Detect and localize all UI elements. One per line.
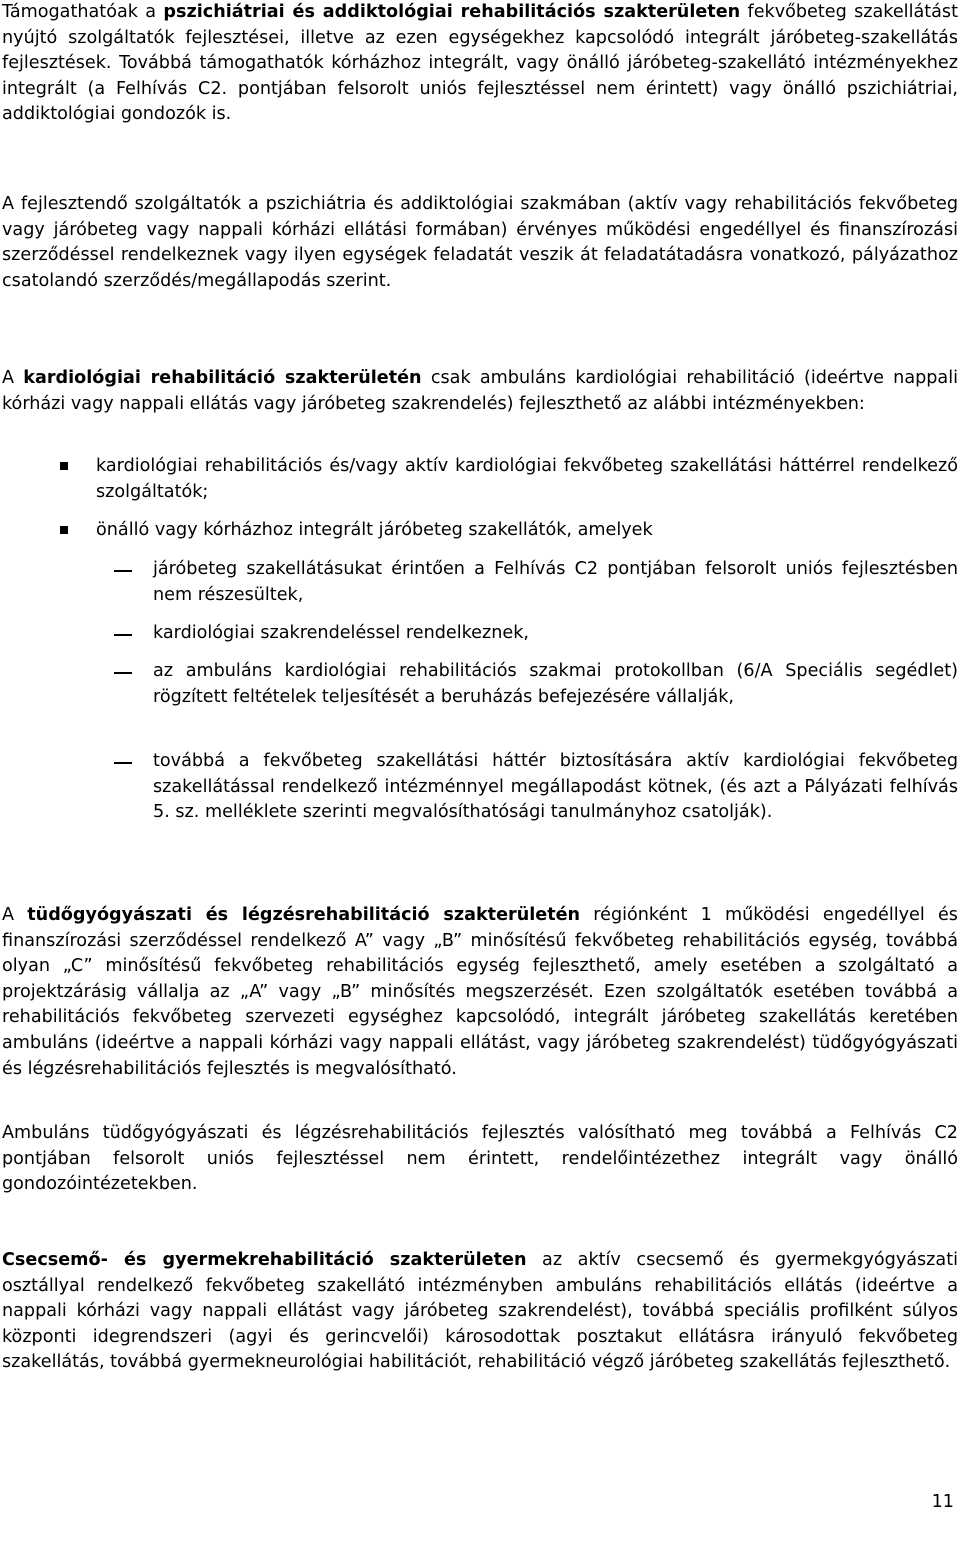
paragraph-providers: A fejlesztendő szolgáltatók a pszichiátria és addiktológiai szakmában (aktív vagy rehabilitációs fekvőbeteg vagy járóbeteg vagy nappali kórházi ellátási formában) érvényes működési engedéllyel és finanszírozási szerződéssel rendelkeznek vagy ilyen egységek feladatát veszik át feladatátadásra vonatkozó, pályázathoz csatolandó szerződés/megállapodás szerint.: [2, 194, 958, 291]
paragraph-cardiology: [2, 366, 958, 417]
paragraph-pediatric: [2, 1248, 958, 1376]
sub-list-item: kardiológiai szakrendeléssel rendelkeznek,: [153, 623, 529, 643]
text-span: fekvőbeteg szakellátást nyújtó szolgáltatók fejlesztései, illetve az ezen egységekhez kapcsolódó integrált járóbeteg-szakellátás fejlesztések. Továbbá támogathatók kórházhoz integrált, vagy önálló járóbeteg-szakellátó intézményekhez integrált (a Felhívás C2. pontjában felsorolt uniós fejlesztéssel nem érintett) vagy önálló pszichiátriai, addiktológiai gondozók is.: [2, 2, 958, 125]
square-bullet-icon: [60, 526, 68, 534]
bold-term: kardiológiai rehabilitáció szakterületén: [23, 368, 422, 388]
dash-bullet-icon: [114, 672, 132, 674]
list-item: kardiológiai rehabilitációs és/vagy aktív kardiológiai fekvőbeteg szakellátási háttérrel rendelkező szolgáltatók;: [96, 456, 958, 502]
dash-bullet-icon: [114, 634, 132, 636]
sub-list-item: az ambuláns kardiológiai rehabilitációs szakmai protokollban (6/A Speciális segédlet) rögzített feltételek teljesítését a beruházás befejezésére vállalják,: [153, 661, 958, 707]
paragraph-ambulatory: Ambuláns tüdőgyógyászati és légzésrehabilitációs fejlesztés valósítható meg továbbá a Felhívás C2 pontjában felsorolt uniós fejlesztéssel nem érintett, rendelőintézethez integrált vagy önálló gondozóintézetekben.: [2, 1123, 958, 1195]
bold-term: pszichiátriai és addiktológiai rehabilitációs szakterületen: [163, 2, 741, 22]
bold-term: Csecsemő- és gyermekrehabilitáció szakterületen: [2, 1250, 527, 1270]
text-span: régiónként 1 működési engedéllyel és finanszírozási szerződéssel rendelkező A” vagy „B” minősítésű fekvőbeteg rehabilitációs egység, továbbá olyan „C” minősítésű fekvőbeteg rehabilitációs egység fejleszthető, amely esetében a szolgáltató a projektzárásig vállalja az „A” vagy „B” minősítés megszerzését. Ezen szolgáltatók esetében továbbá a rehabilitációs fekvőbeteg szervezeti egységhez kapcsolódó, integrált járóbeteg szakellátás keretében ambuláns (ideértve a nappali kórházi vagy nappali ellátást, vagy járóbeteg szakrendelést) tüdőgyógyászati és légzésrehabilitációs fejlesztés is megvalósítható.: [2, 905, 958, 1079]
paragraph-psychiatry: [2, 0, 958, 128]
text-span: A: [2, 368, 24, 388]
text-span: A: [2, 905, 28, 925]
text-span: csak ambuláns kardiológiai rehabilitáció (ideértve nappali kórházi vagy nappali ellátás vagy járóbeteg szakrendelés) fejleszthető az alábbi intézményekben:: [2, 368, 958, 414]
bold-term: tüdőgyógyászati és légzésrehabilitáció szakterületén: [27, 905, 581, 925]
text-span: Támogathatóak a: [2, 2, 164, 22]
text-span: az aktív csecsemő és gyermekgyógyászati osztállyal rendelkező fekvőbeteg szakellátó intézményben ambuláns rehabilitációs ellátás (ideértve a nappali kórházi vagy nappali ellátást vagy járóbeteg szakrendelést), továbbá speciális profilként súlyos központi idegrendszeri (agyi és gerincvelői) károsodottak posztakut ellátásra irányuló fekvőbeteg szakellátás, továbbá gyermekneurológiai habilitációt, rehabilitáció végző járóbeteg szakellátás fejleszthető.: [2, 1250, 958, 1373]
dash-bullet-icon: [114, 762, 132, 764]
square-bullet-icon: [60, 462, 68, 470]
dash-bullet-icon: [114, 570, 132, 572]
list-item: önálló vagy kórházhoz integrált járóbeteg szakellátók, amelyek: [96, 520, 653, 540]
paragraph-pulmonology: [2, 903, 958, 1082]
sub-list-item: járóbeteg szakellátásukat érintően a Felhívás C2 pontjában felsorolt uniós fejlesztésben nem részesültek,: [153, 559, 958, 605]
page-number: 11: [931, 1492, 954, 1512]
sub-list-item: továbbá a fekvőbeteg szakellátási háttér biztosítására aktív kardiológiai fekvőbeteg szakellátással rendelkező intézménnyel megállapodást kötnek, (és azt a Pályázati felhívás 5. sz. melléklete szerinti megvalósíthatósági tanulmányhoz csatolják).: [153, 751, 958, 823]
